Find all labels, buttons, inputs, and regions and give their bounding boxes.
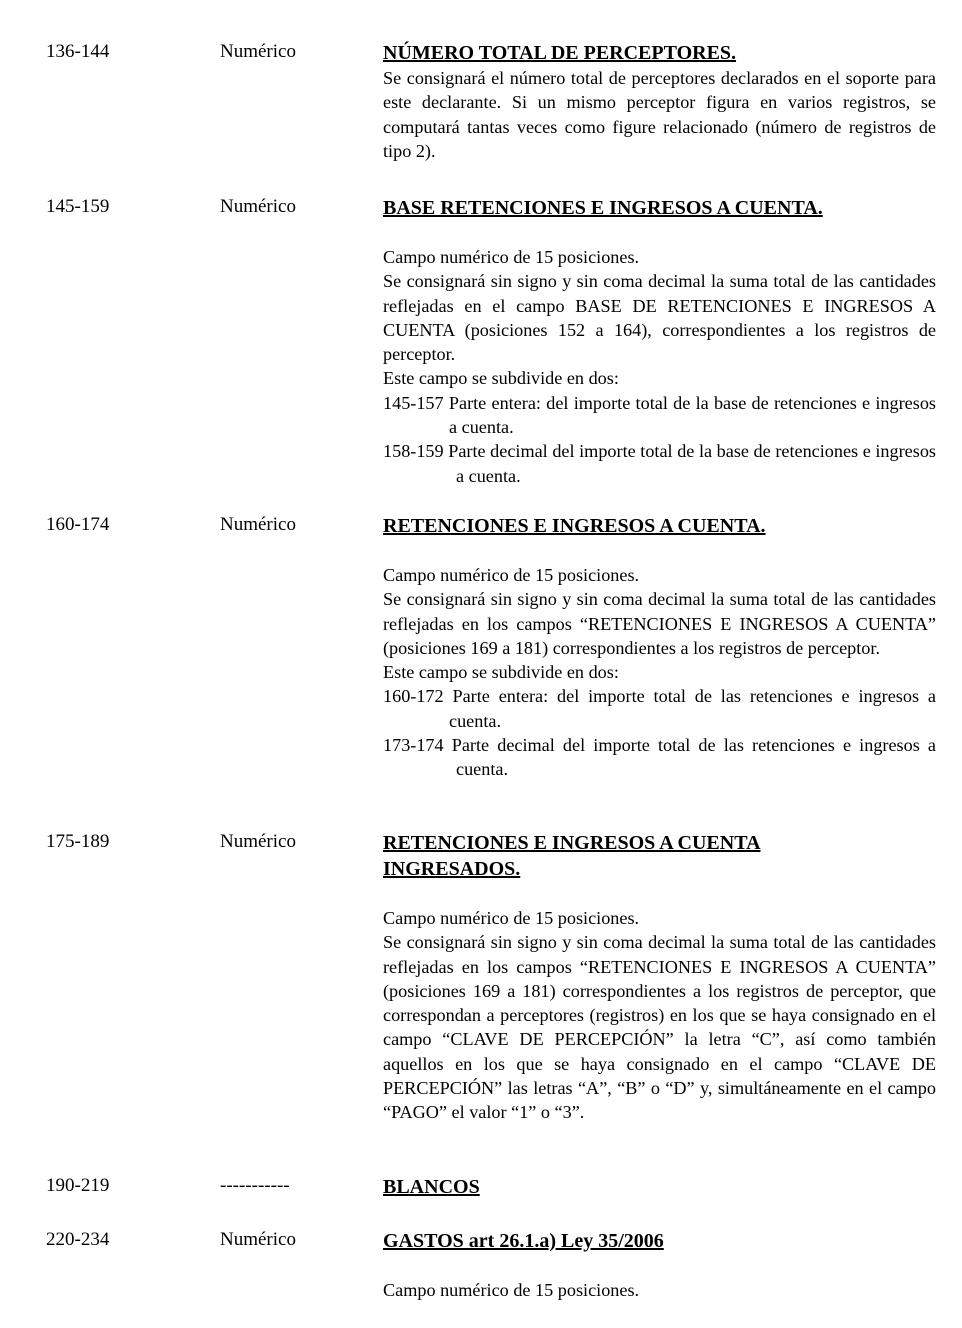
field-type: Numérico bbox=[220, 41, 296, 62]
field-subitem: 145-157 Parte entera: del importe total de la base de retenciones e ingresos a cuenta. bbox=[383, 392, 936, 438]
field-description bbox=[383, 1228, 936, 1302]
field-paragraph: Se consignará el número total de perceptores declarados en el soporte para este declarante. Si un mismo perceptor figura en varios registros, se computará tantas veces como figure relacionado (número de registros de tipo 2). bbox=[383, 68, 936, 161]
field-type: Numérico bbox=[220, 196, 296, 217]
field-title: GASTOS art 26.1.a) Ley 35/2006 bbox=[383, 1230, 664, 1252]
field-subitem: 173-174 Parte decimal del importe total de las retenciones e ingresos a cuenta. bbox=[383, 735, 936, 780]
field-paragraph: Se consignará sin signo y sin coma decimal la suma total de las cantidades reflejadas en los campos “RETENCIONES E INGRESOS A CUENTA” (posiciones 169 a 181) correspondientes a los registros de perceptor, que correspondan a perceptores (registros) en los que se haya consignado en el campo “CLAVE DE PERCEPCIÓN” la letra “C”, así como también aquellos en los que se haya consignado en el campo “CLAVE DE PERCEPCIÓN” las letras “A”, “B” o “D” y, simultáneamente en el campo “PAGO” el valor “1” o “3”. bbox=[383, 932, 936, 1123]
field-description bbox=[383, 40, 936, 163]
field-description bbox=[383, 830, 936, 1125]
field-positions: 160-174 bbox=[46, 514, 110, 535]
field-title: RETENCIONES E INGRESOS A CUENTA. bbox=[383, 515, 766, 537]
field-type: ----------- bbox=[220, 1175, 290, 1196]
field-subitem: 158-159 Parte decimal del importe total de la base de retenciones e ingresos a cuenta. bbox=[383, 441, 936, 486]
field-line: Este campo se subdivide en dos: bbox=[383, 368, 619, 389]
field-title-line-2: INGRESADOS. bbox=[383, 858, 521, 880]
field-paragraph: Se consignará sin signo y sin coma decimal la suma total de las cantidades reflejadas en el campo BASE DE RETENCIONES E INGRESOS A CUENTA (posiciones 152 a 164), correspondientes a los registros de perceptor. bbox=[383, 271, 936, 365]
field-type: Numérico bbox=[220, 831, 296, 852]
field-line: Este campo se subdivide en dos: bbox=[383, 662, 619, 683]
field-description bbox=[383, 513, 936, 782]
field-subitem: 160-172 Parte entera: del importe total de las retenciones e ingresos a cuenta. bbox=[383, 686, 936, 731]
field-title: NÚMERO TOTAL DE PERCEPTORES. bbox=[383, 42, 737, 64]
field-type: Numérico bbox=[220, 514, 296, 535]
field-title-line-1: RETENCIONES E INGRESOS A CUENTA bbox=[383, 832, 761, 854]
field-line: Campo numérico de 15 posiciones. bbox=[383, 247, 640, 267]
field-title: BLANCOS bbox=[383, 1176, 480, 1198]
field-line: Campo numérico de 15 posiciones. bbox=[383, 908, 640, 928]
field-line: Campo numérico de 15 posiciones. bbox=[383, 1280, 640, 1300]
field-title: BASE RETENCIONES E INGRESOS A CUENTA. bbox=[383, 197, 823, 219]
field-paragraph: Se consignará sin signo y sin coma decimal la suma total de las cantidades reflejadas en los campos “RETENCIONES E INGRESOS A CUENTA” (posiciones 169 a 181) correspondientes a los registros de perceptor. bbox=[383, 589, 936, 658]
field-positions: 145-159 bbox=[46, 196, 110, 217]
field-positions: 190-219 bbox=[46, 1175, 110, 1196]
field-positions: 136-144 bbox=[46, 41, 110, 62]
field-positions: 175-189 bbox=[46, 831, 110, 852]
field-description bbox=[383, 195, 936, 488]
field-description bbox=[383, 1174, 936, 1200]
field-line: Campo numérico de 15 posiciones. bbox=[383, 565, 640, 585]
field-type: Numérico bbox=[220, 1229, 296, 1250]
field-positions: 220-234 bbox=[46, 1229, 110, 1250]
